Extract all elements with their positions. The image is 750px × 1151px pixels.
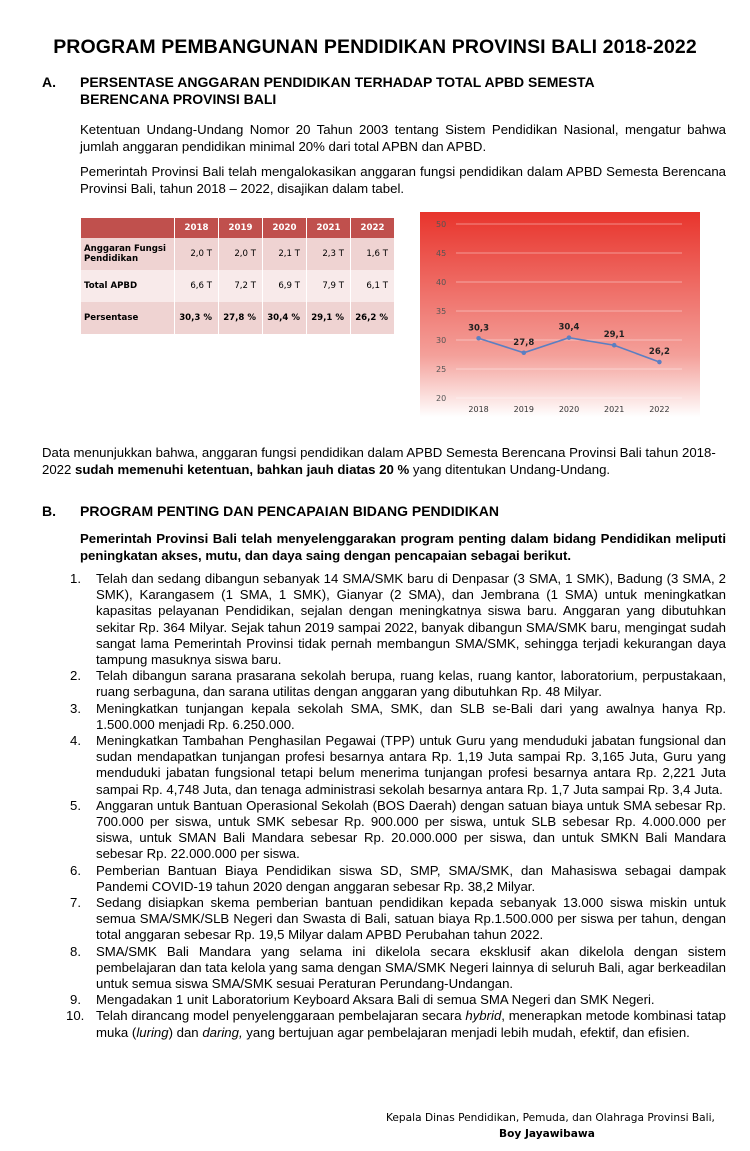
table-header-cell [81,218,175,238]
data-point [657,360,662,365]
y-tick-label: 30 [436,336,447,345]
list-item-italic: luring [136,1024,169,1040]
list-item-text: ) dan [168,1024,203,1040]
signature-title: Kepala Dinas Pendidikan, Pemuda, dan Olahraga Provinsi Bali, [386,1112,715,1124]
list-item [42,895,726,944]
section-a-paragraph-2: Pemerintah Provinsi Bali telah mengalokasikan anggaran fungsi pendidikan dalam APBD Semesta Berencana Provinsi Bali, tahun 2018 – 2022, disajikan dalam tabel. [80,164,726,196]
list-item-italic: daring, [202,1024,243,1040]
list-item-number: 1. [70,571,81,586]
table-row [81,238,395,270]
list-item-text: Anggaran untuk Bantuan Operasional Sekolah (BOS Daerah) dengan satuan biaya untuk SMA sebesar Rp. 700.000 per siswa, untuk SMK sebesar Rp. 900.000 per siswa, untuk SLB sebesar Rp. 4.000.000 per siswa, untuk SMAN Bali Mandara sebesar Rp. 20.000.000 per siswa, dan untuk SMKN Bali Mandara sebesar Rp. 22.000.000 per siswa. [96,797,726,862]
conclusion-text: Data menunjukkan bahwa, anggaran fungsi pendidikan dalam APBD Semesta Berencana Provinsi Bali tahun 2018-2022 [42,445,716,477]
table-header-cell: 2021 [307,218,351,238]
table-cell: 6,6 T [175,270,219,302]
table-cell: 30,4 % [263,302,307,334]
table-cell: 2,0 T [219,238,263,270]
page-title: PROGRAM PEMBANGUNAN PENDIDIKAN PROVINSI BALI 2018-2022 [53,36,697,58]
x-tick-label: 2019 [513,405,534,414]
list-item-text: Meningkatkan Tambahan Penghasilan Pegawai (TPP) untuk Guru yang menduduki jabatan fungsional dan sudan mendapatkan tunjangan profesi besarnya antara Rp. 1,19 Juta sampai Rp. 3,165 Juta, Guru yang menduduki jabatan fungsional tetapi belum menerima tunjangan profesi besarnya antara Rp. 2,221 Juta sampai Rp. 4,748 Juta, dan tenaga administrasi sekolah besarnya antara Rp. 1,7 Juta sampai Rp. 3,4 Juta. [96,733,726,797]
section-a-number: A. [42,74,56,90]
table-cell: 30,3 % [175,302,219,334]
list-item-number: 10. [66,1008,85,1024]
list-item [42,701,726,733]
conclusion-text-end: yang ditentukan Undang-Undang. [409,462,611,477]
table-row-label: Total APBD [81,270,175,302]
table-row-label: Persentase [81,302,175,334]
data-point [476,336,481,341]
chart-background [420,212,700,417]
data-point [612,343,617,348]
program-list [42,571,726,1041]
table-cell: 6,1 T [351,270,395,302]
section-a-title: PERSENTASE ANGGARAN PENDIDIKAN TERHADAP TOTAL APBD SEMESTA BERENCANA PROVINSI BALI [80,74,595,107]
table-cell: 27,8 % [219,302,263,334]
list-item-text: Sedang disiapkan skema pemberian bantuan pendidikan kepada sebanyak 13.000 siswa miskin untuk semua SMA/SMK/SLB Negeri dan Swasta di Bali, satuan biaya Rp.1.500.000 per siswa per tahun, dengan total anggaran sebesar Rp. 19,5 Milyar dalam APBD Perubahan tahun 2022. [96,895,726,943]
list-item-number: 4. [70,733,81,749]
data-point [522,350,527,355]
conclusion-emphasis: sudah memenuhi ketentuan, bahkan jauh diatas 20 % [75,462,410,477]
table-header-cell: 2020 [263,218,307,238]
table-row [81,302,395,334]
x-tick-label: 2020 [558,405,580,414]
table-cell: 2,1 T [263,238,307,270]
budget-table [80,218,394,334]
list-item-text: Mengadakan 1 unit Laboratorium Keyboard Aksara Bali di semua SMA Negeri dan SMK Negeri. [96,992,655,1008]
y-tick-label: 35 [436,307,447,316]
list-item-number: 7. [70,895,81,911]
list-item [42,798,726,863]
table-cell: 2,3 T [307,238,351,270]
table-row [81,270,395,302]
y-tick-label: 25 [436,365,447,374]
list-item-number: 6. [70,862,81,878]
list-item-text: yang bertujuan agar pembelajaran menjadi lebih mudah, efektif, dan efisien. [242,1024,690,1040]
data-label: 29,1 [603,330,625,341]
table-cell: 2,0 T [175,238,219,270]
table-cell: 7,2 T [219,270,263,302]
data-point [567,335,572,340]
section-b-number: B. [42,503,56,519]
list-item-number: 9. [70,992,81,1008]
table-cell: 1,6 T [351,238,395,270]
list-item-number: 8. [70,943,81,959]
data-label: 30,4 [558,322,580,333]
y-tick-label: 40 [436,278,447,287]
section-b-intro: Pemerintah Provinsi Bali telah menyelenggarakan program penting dalam bidang Pendidikan meliputi peningkatan akses, mutu, dan daya saing dengan pencapaian sebagai berikut. [80,531,726,563]
data-label: 30,3 [468,323,490,334]
y-tick-label: 50 [436,220,447,229]
percentage-line-chart [420,212,700,417]
data-label: 26,2 [648,347,670,358]
table-row-label: Anggaran Fungsi Pendidikan [81,238,175,270]
list-item-number: 2. [70,668,81,684]
list-item-text: Telah dibangun sarana prasarana sekolah berupa, ruang kelas, ruang kantor, laboratorium, perpustakaan, ruang serbaguna, dan sarana utilitas dengan anggaran yang dibutuhkan Rp. 48 Milyar. [96,668,726,700]
x-tick-label: 2018 [468,405,489,414]
table-header-cell: 2022 [351,218,395,238]
y-tick-label: 45 [436,249,447,258]
list-item [42,944,726,993]
list-item-text: Telah dirancang model penyelenggaraan pembelajaran secara [96,1008,466,1024]
list-item-text: Pemberian Bantuan Biaya Pendidikan siswa SD, SMP, SMA/SMK, dan Mahasiswa sebagai dampak Pandemi COVID-19 tahun 2020 dengan anggaran sebesar Rp. 38,2 Milyar. [96,862,726,894]
list-item-text: Meningkatkan tunjangan kepala sekolah SMA, SMK, dan SLB se-Bali dari yang awalnya hanya Rp. 1.500.000 menjadi Rp. 6.250.000. [96,700,726,732]
list-item [42,668,726,700]
list-item-text: , menerapkan metode kombinasi tatap muka ( [96,1008,726,1040]
list-item-italic: hybrid [465,1008,502,1024]
list-item [42,571,726,668]
list-item [42,863,726,895]
table-header-cell: 2019 [219,218,263,238]
signature-name: Boy Jayawibawa [499,1128,595,1140]
table-header-row [81,218,395,238]
list-item-number: 3. [70,700,81,716]
section-a-conclusion [42,444,726,478]
x-tick-label: 2021 [604,405,625,414]
list-item-text: Telah dan sedang dibangun sebanyak 14 SMA/SMK baru di Denpasar (3 SMA, 1 SMK), Badung (3 SMA, 2 SMK), Karangasem (1 SMA, 1 SMK), Gianyar (2 SMA), dan Jembrana (1 SMA) untuk meningkatkan kapasitas pelayanan Pendidikan, sejalan dengan meningkatnya siswa baru. Anggaran yang dibutuhkan sekitar Rp. 364 Milyar. Sejak tahun 2019 sampai 2022, banyak dibangun SMA/SMK baru, mengingat sudah sangat lama Pemerintah Provinsi tidak pernah membangun SMA/SMK, sehingga terjadi kekurangan daya tampung masuknya siswa baru. [96,571,726,668]
table-cell: 7,9 T [307,270,351,302]
list-item-number: 5. [70,797,81,813]
list-item [42,992,726,1008]
list-item [42,733,726,798]
y-tick-label: 20 [436,394,447,403]
table-header-cell: 2018 [175,218,219,238]
list-item [42,1008,726,1040]
section-a-paragraph-1: Ketentuan Undang-Undang Nomor 20 Tahun 2003 tentang Sistem Pendidikan Nasional, mengatur bahwa jumlah anggaran pendidikan minimal 20% dari total APBN dan APBD. [80,122,726,154]
section-b-title: PROGRAM PENTING DAN PENCAPAIAN BIDANG PENDIDIKAN [80,503,499,519]
table-cell: 26,2 % [351,302,395,334]
data-label: 27,8 [513,337,535,348]
table-cell: 6,9 T [263,270,307,302]
list-item-text: SMA/SMK Bali Mandara yang selama ini dikelola secara eksklusif akan dikelola dengan sistem pembelajaran dan tata kelola yang sama dengan SMA/SMK Negeri lainnya di seluruh Bali, agar berkeadilan untuk semua siswa SMA/SMK sesuai Peraturan Perundang-Undangan. [96,943,726,992]
x-tick-label: 2022 [649,405,670,414]
table-cell: 29,1 % [307,302,351,334]
